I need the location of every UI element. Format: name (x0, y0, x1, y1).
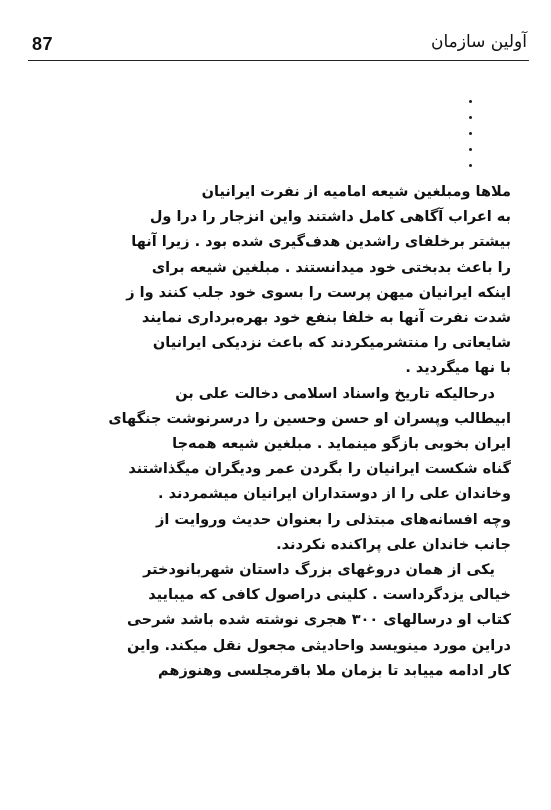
page-number: 87 (32, 34, 54, 54)
paragraph (36, 180, 511, 382)
text-line: ابیطالب وپسران او حسن وحسین را درسرنوشت جنگهای (108, 410, 511, 427)
text-line: کار ادامه مییابد تا بزمان ملا باقرمجلسی وهنوزهم (158, 662, 511, 679)
dot (469, 100, 472, 103)
text-line: شدت نفرت آنها به خلفا بنفع خود بهره‌برداری نمایند (141, 310, 511, 327)
paragraph (36, 558, 511, 684)
text-line: با نها میگردید . (405, 360, 511, 377)
text-line: وخاندان علی را از دوستداران ایرانیان میشمردند . (158, 486, 511, 503)
text-line: وچه افسانه‌های مبتذلی را بعنوان حدیث وروایت از (156, 511, 511, 528)
text-line: دراین مورد مینویسد واحادیثی مجعول نقل میکند. واین (127, 637, 511, 654)
dot (469, 132, 472, 135)
text-line: گناه شکست ایرانیان را بگردن عمر ودیگران میگذاشتند (128, 461, 511, 478)
text-line: به اعراب آگاهی کامل داشتند واین انزجار را درا ول (149, 209, 511, 226)
text-line: را باعث بدبختی خود میدانستند . مبلغین شیعه برای (151, 259, 511, 276)
text-line: ایران بخوبی بازگو مینماید . مبلغین شیعه همه‌جا (172, 436, 511, 453)
body-text (36, 180, 511, 684)
text-line: شایعاتی را منتشرمیکردند که باعث نزدیکی ایرانیان (152, 335, 511, 352)
text-line: اینکه ایرانیان میهن پرست را بسوی خود جلب کنند وا ز (126, 284, 511, 301)
ellipsis-dots (466, 100, 476, 180)
header-rule (28, 60, 529, 61)
text-line: یکی از همان دروغهای بزرگ داستان شهربانودختر (143, 562, 495, 579)
text-line: ملاها ومبلغین شیعه امامیه از نفرت ایرانیان (201, 184, 511, 200)
text-line: جانب خاندان علی پراکنده نکردند. (276, 536, 511, 553)
text-line: خیالی یزدگرداست . کلینی دراصول کافی که میبایید (148, 587, 511, 604)
text-line: کتاب او درسالهای ۳۰۰ هجری نوشته شده باشد شرحی (127, 612, 511, 629)
paragraph (36, 382, 511, 558)
page-header (28, 32, 529, 58)
running-head: آولین سازمان (431, 32, 527, 52)
dot (469, 116, 472, 119)
text-line: درحالیکه تاریخ واسناد اسلامی دخالت علی بن (175, 385, 495, 402)
text-line: بیشتر برخلفای راشدین هدف‌گیری شده بود . زیرا آنها (131, 234, 511, 251)
dot (469, 164, 472, 167)
dot (469, 148, 472, 151)
